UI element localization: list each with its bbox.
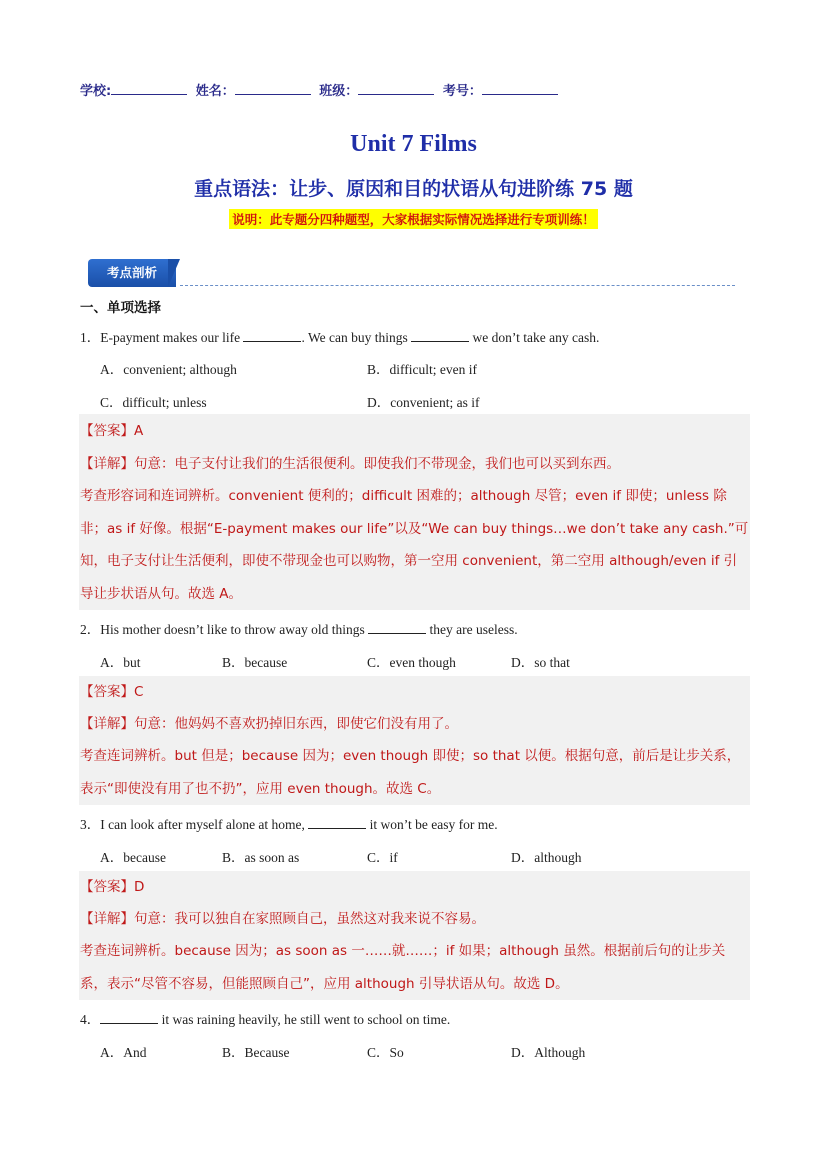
q1-stem-part-b: . We can buy things (301, 330, 408, 345)
q1-stem-part-c: we don’t take any cash. (472, 330, 600, 345)
document-subtitle: 重点语法：让步、原因和目的状语从句进阶练 75 题 (194, 178, 633, 200)
q3-analysis: 考查连词辨析。because 因为；as soon as 一……就……；if 如果；although 虽然。根据前后句的让步关系，表示“尽管不容易，但能照顾自己”，应用 although 引导状语从句。故选 D。 (80, 943, 726, 992)
q4-option-a[interactable]: A．And (100, 1045, 147, 1060)
number-blank[interactable] (482, 81, 558, 95)
q1-answer: 【答案】A (80, 423, 144, 439)
name-label: 姓名： (195, 84, 235, 99)
q3-answer: 【答案】D (80, 879, 145, 895)
question-3-stem (80, 813, 750, 833)
q2-detail: 【详解】句意：他妈妈不喜欢扔掉旧东西，即使它们没有用了。 (80, 716, 458, 732)
q4-option-d[interactable]: D．Although (511, 1045, 586, 1060)
q1-option-c[interactable]: C．difficult; unless (100, 395, 207, 410)
q2-option-c[interactable]: C．even though (367, 655, 456, 670)
q4-stem-part-b: it was raining heavily, he still went to school on time. (161, 1012, 451, 1027)
q2-option-b[interactable]: B．because (222, 655, 288, 670)
section-tab (88, 259, 182, 287)
q1-stem-part-a: 1．E-payment makes our life (80, 330, 241, 345)
q4-option-b[interactable]: B．Because (222, 1045, 290, 1060)
document-note: 说明：此专题分四种题型，大家根据实际情况选择进行专项训练！ (229, 209, 598, 229)
student-info-fields (80, 80, 760, 100)
q4-option-c[interactable]: C．So (367, 1045, 404, 1060)
q2-blank[interactable] (368, 621, 426, 634)
q3-detail: 【详解】句意：我可以独自在家照顾自己，虽然这对我来说不容易。 (80, 911, 485, 927)
question-2-stem (80, 618, 750, 638)
q2-option-a[interactable]: A．but (100, 655, 141, 670)
q1-option-d[interactable]: D．convenient; as if (367, 395, 480, 410)
q3-option-b[interactable]: B．as soon as (222, 850, 300, 865)
q1-detail: 【详解】句意：电子支付让我们的生活很便利。即使我们不带现金，我们也可以买到东西。 (80, 456, 620, 472)
number-label: 考号： (442, 84, 482, 99)
q2-stem-part-b: they are useless. (429, 622, 518, 637)
name-blank[interactable] (235, 81, 311, 95)
q1-blank-2[interactable] (411, 329, 469, 342)
q1-option-a[interactable]: A．convenient; although (100, 362, 237, 377)
school-label: 学校: (80, 84, 112, 99)
q2-answer: 【答案】C (80, 684, 144, 700)
q1-blank-1[interactable] (243, 329, 301, 342)
q4-blank[interactable] (100, 1011, 158, 1024)
q3-blank[interactable] (308, 816, 366, 829)
q3-option-c[interactable]: C．if (367, 850, 398, 865)
q2-stem-part-a: 2．His mother doesn’t like to throw away old things (80, 622, 365, 637)
q2-analysis: 考查连词辨析。but 但是；because 因为；even though 即使；so that 以便。根据句意，前后是让步关系，表示“即使没有用了也不扔”，应用 even though。故选 C。 (80, 748, 741, 797)
question-1-stem (80, 326, 750, 346)
q4-stem-part-a: 4． (80, 1012, 101, 1027)
school-blank[interactable] (111, 81, 187, 95)
document-title: Unit 7 Films (350, 131, 477, 157)
q2-option-d[interactable]: D．so that (511, 655, 570, 670)
section-divider (180, 285, 735, 286)
class-label: 班级： (319, 84, 359, 99)
part-heading: 一、单项选择 (80, 300, 161, 316)
q3-stem-part-b: it won’t be easy for me. (369, 817, 498, 832)
q3-stem-part-a: 3．I can look after myself alone at home, (80, 817, 305, 832)
q1-option-b[interactable]: B．difficult; even if (367, 362, 477, 377)
q3-option-a[interactable]: A．because (100, 850, 166, 865)
q1-analysis: 考查形容词和连词辨析。convenient 便利的；difficult 困难的；although 尽管；even if 即使；unless 除非；as if 好像。根据“E-payment makes our life”以及“We can buy things…we don’t take any cash.”可知，电子支付让生活便利，即使不带现金也可以购物，第一空用 convenient，第二空用 although/even if 引导让步状语从句。故选 A。 (80, 488, 749, 602)
section-tab-label: 考点剖析 (106, 265, 157, 280)
class-blank[interactable] (358, 81, 434, 95)
q3-option-d[interactable]: D．although (511, 850, 582, 865)
note-wrapper (0, 209, 827, 229)
question-4-stem (80, 1008, 750, 1028)
